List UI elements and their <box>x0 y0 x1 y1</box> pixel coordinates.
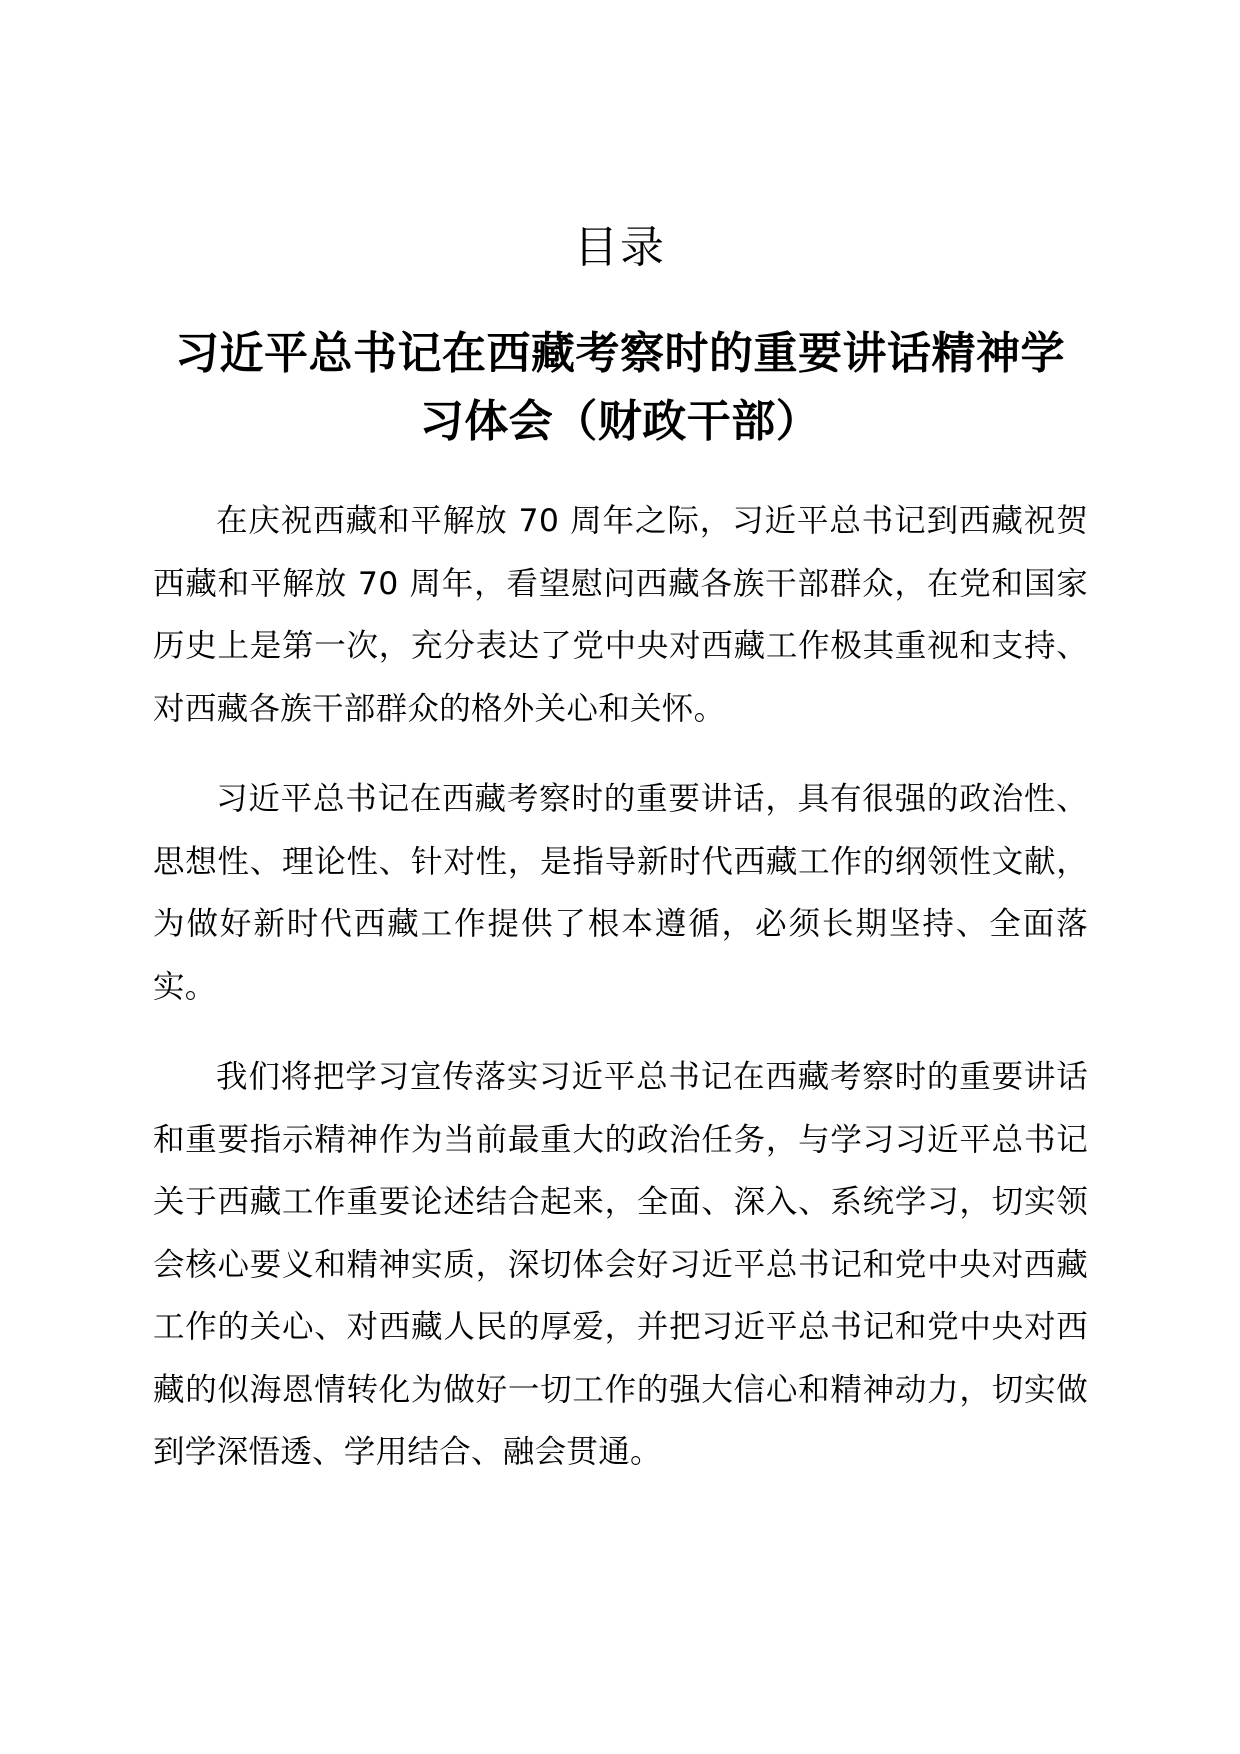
document-title-line-1: 习近平总书记在西藏考察时的重要讲话精神学 <box>175 328 1065 379</box>
toc-heading: 目录 <box>574 222 666 273</box>
body-paragraph-3: 我们将把学习宣传落实习近平总书记在西藏考察时的重要讲话和重要指示精神作为当前最重大的政治任务，与学习习近平总书记关于西藏工作重要论述结合起来，全面、深入、系统学习，切实领会核心要义和精神实质，深切体会好习近平总书记和党中央对西藏工作的关心、对西藏人民的厚爱，并把习近平总书记和党中央对西藏的似海恩情转化为做好一切工作的强大信心和精神动力，切实做到学深悟透、学用结合、融会贯通。 <box>153 1059 1088 1470</box>
document-body <box>153 490 1088 1512</box>
document-title <box>160 320 1080 456</box>
body-paragraph-1: 在庆祝西藏和平解放 70 周年之际，习近平总书记到西藏祝贺西藏和平解放 70 周年，看望慰问西藏各族干部群众，在党和国家历史上是第一次，充分表达了党中央对西藏工作极其重视和支持、对西藏各族干部群众的格外关心和关怀。 <box>153 503 1088 727</box>
body-paragraph-2: 习近平总书记在西藏考察时的重要讲话，具有很强的政治性、思想性、理论性、针对性，是指导新时代西藏工作的纲领性文献，为做好新时代西藏工作提供了根本遵循，必须长期坚持、全面落实。 <box>153 781 1088 1005</box>
document-title-line-2: 习体会（财政干部） <box>419 396 821 447</box>
